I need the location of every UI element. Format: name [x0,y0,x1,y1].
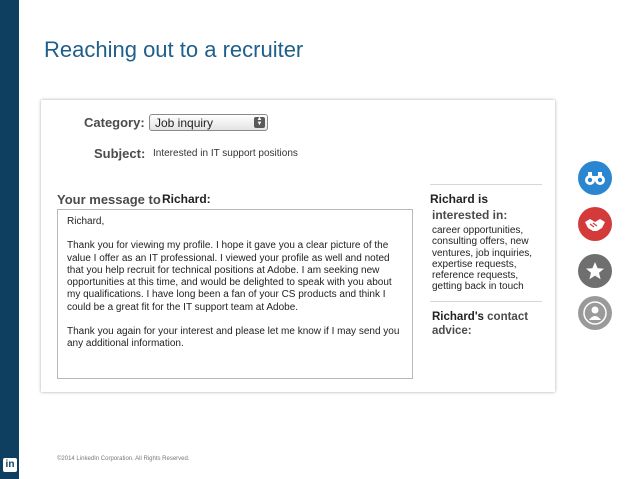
category-select[interactable] [149,114,268,131]
interest-item: getting back in touch [432,281,524,293]
category-value: Job inquiry [155,116,214,130]
panel-divider [430,184,542,185]
message-textarea[interactable] [57,209,413,379]
message-closing: Thank you again for your interest and please let me know if I may send you any additional information. [67,326,400,350]
copyright-footer: ©2014 LinkedIn Corporation. All Rights Reserved. [57,456,190,462]
message-greeting: Richard, [67,216,105,227]
subject-field[interactable]: Interested in IT support positions [153,148,298,159]
advice-word: advice: [432,325,472,337]
sidebar-strip [0,0,19,479]
interests-list [432,225,532,293]
interest-item: expertise requests, [432,258,517,270]
handshake-icon [578,207,612,241]
interest-item: consulting offers, new [432,236,529,248]
contact-word: contact [487,311,529,323]
message-recipient: Richard: [162,192,211,206]
person-icon [578,296,612,330]
interest-item: career opportunities, [432,225,524,236]
subject-label: Subject: [94,146,146,161]
interested-label: interested in: [432,208,508,222]
binoculars-icon [578,161,612,195]
contact-advice-label [432,310,528,338]
select-arrows-icon: ▲ ▼ [254,117,265,128]
interest-item: reference requests, [432,270,519,282]
interest-item: ventures, job inquiries, [432,247,533,259]
panel-heading: Richard is [430,192,489,206]
message-form-screenshot [41,100,555,392]
category-label: Category: [84,115,145,130]
message-label: Your message to [57,192,161,207]
contact-name: Richard's [432,311,484,323]
linkedin-logo-icon: in [3,458,17,472]
panel-divider [430,301,542,302]
star-icon [578,254,612,288]
message-body: Thank you for viewing my profile. I hope it gave you a clear picture of the value I offer as an IT professional. I viewed your profile as well and noted that you help recruit for technical positions at Adobe. I am seeking new opportunities at this time, and would be delighted to speak with you about my qualifications. I have long been a fan of your CS products and think I could be a great fit for the IT support team at Adobe. [67,240,392,313]
slide-title: Reaching out to a recruiter [44,37,304,62]
